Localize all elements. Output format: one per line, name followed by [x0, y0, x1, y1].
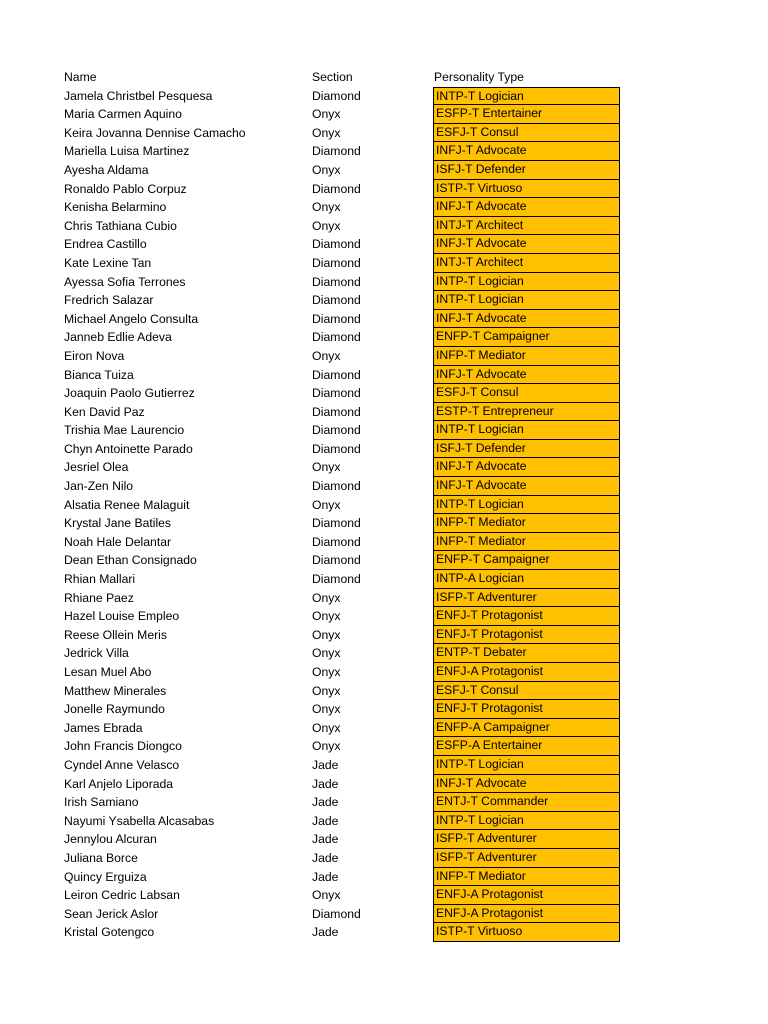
name-cell: Jonelle Raymundo [64, 702, 165, 717]
spreadsheet-table [0, 68, 768, 942]
table-row [0, 663, 768, 682]
table-row [0, 551, 768, 570]
section-cell: Onyx [312, 609, 341, 624]
section-cell: Jade [312, 850, 339, 865]
personality-type-cell: ENTP-T Debater [433, 644, 620, 663]
table-row [0, 458, 768, 477]
table-row [0, 477, 768, 496]
section-cell: Diamond [312, 144, 361, 159]
name-cell: James Ebrada [64, 720, 143, 735]
name-cell: Cyndel Anne Velasco [64, 757, 180, 772]
table-row [0, 626, 768, 645]
personality-type-cell: INTJ-T Architect [433, 254, 620, 273]
section-cell: Diamond [312, 274, 361, 289]
name-cell: Jennylou Alcuran [64, 832, 157, 847]
section-cell: Onyx [312, 590, 341, 605]
personality-type-cell: ISFP-T Adventurer [433, 589, 620, 608]
name-cell: Kate Lexine Tan [64, 255, 152, 270]
personality-type-cell: ISFP-T Adventurer [433, 830, 620, 849]
section-cell: Onyx [312, 348, 341, 363]
name-cell: Matthew Minerales [64, 683, 167, 698]
table-row [0, 310, 768, 329]
name-cell: Joaquin Paolo Gutierrez [64, 386, 195, 401]
personality-type-cell: ENFJ-T Protagonist [433, 700, 620, 719]
personality-type-cell: INFP-T Mediator [433, 347, 620, 366]
section-cell: Diamond [312, 181, 361, 196]
name-cell: Leiron Cedric Labsan [64, 888, 180, 903]
personality-type-cell: ENFJ-A Protagonist [433, 886, 620, 905]
name-cell: Ayesha Aldama [64, 162, 149, 177]
table-row [0, 830, 768, 849]
header-name: Name [64, 70, 97, 84]
personality-type-cell: INTP-A Logician [433, 570, 620, 589]
table-row [0, 849, 768, 868]
section-cell: Diamond [312, 367, 361, 382]
section-cell: Onyx [312, 218, 341, 233]
personality-type-cell: INFP-T Mediator [433, 868, 620, 887]
section-cell: Diamond [312, 906, 361, 921]
table-row [0, 254, 768, 273]
section-cell: Diamond [312, 441, 361, 456]
name-cell: Mariella Luisa Martinez [64, 144, 190, 159]
name-cell: Irish Samiano [64, 795, 139, 810]
name-cell: Bianca Tuiza [64, 367, 134, 382]
name-cell: Lesan Muel Abo [64, 665, 152, 679]
table-row [0, 700, 768, 719]
personality-type-cell: ENFP-T Campaigner [433, 551, 620, 570]
personality-type-cell: INFJ-T Advocate [433, 366, 620, 385]
personality-type-cell: ENFJ-T Protagonist [433, 607, 620, 626]
section-cell: Diamond [312, 404, 361, 419]
name-cell: Noah Hale Delantar [64, 534, 172, 549]
name-cell: Chyn Antoinette Parado [64, 441, 193, 456]
personality-type-cell: INFJ-T Advocate [433, 458, 620, 477]
personality-type-cell: ISFP-T Adventurer [433, 849, 620, 868]
table-row [0, 105, 768, 124]
section-cell: Jade [312, 869, 339, 884]
table-row [0, 589, 768, 608]
personality-type-cell: INFP-T Mediator [433, 514, 620, 533]
section-cell: Onyx [312, 200, 341, 215]
name-cell: Jamela Christbel Pesquesa [64, 88, 213, 103]
name-cell: Chris Tathiana Cubio [64, 218, 177, 233]
table-header-row [0, 68, 768, 87]
table-row [0, 775, 768, 794]
personality-type-cell: INFJ-T Advocate [433, 310, 620, 329]
section-cell: Onyx [312, 497, 341, 512]
personality-type-cell: ENFJ-A Protagonist [433, 663, 620, 682]
section-cell: Diamond [312, 255, 361, 270]
table-row [0, 142, 768, 161]
name-cell: Jesriel Olea [64, 460, 129, 475]
name-cell: Hazel Louise Empleo [64, 609, 180, 624]
name-cell: Michael Angelo Consulta [64, 311, 199, 326]
section-cell: Diamond [312, 88, 361, 103]
personality-type-cell: INFJ-T Advocate [433, 235, 620, 254]
personality-type-cell: ENFJ-A Protagonist [433, 905, 620, 924]
name-cell: Sean Jerick Aslor [64, 906, 159, 921]
name-cell: Rhian Mallari [64, 572, 136, 587]
personality-type-cell: INTJ-T Architect [433, 217, 620, 236]
name-cell: Krystal Jane Batiles [64, 516, 172, 531]
name-cell: Quincy Erguiza [64, 869, 147, 884]
name-cell: Jan-Zen Nilo [64, 479, 134, 494]
personality-type-cell: INTP-T Logician [433, 756, 620, 775]
personality-type-cell: ISTP-T Virtuoso [433, 180, 620, 199]
section-cell: Diamond [312, 572, 361, 587]
header-section: Section [312, 70, 353, 84]
table-row [0, 905, 768, 924]
section-cell: Diamond [312, 237, 361, 252]
personality-type-cell: INFJ-T Advocate [433, 142, 620, 161]
personality-type-cell: ENFJ-T Protagonist [433, 626, 620, 645]
name-cell: Dean Ethan Consignado [64, 553, 197, 568]
section-cell: Diamond [312, 553, 361, 568]
table-row [0, 403, 768, 422]
table-row [0, 812, 768, 831]
name-cell: Janneb Edlie Adeva [64, 330, 172, 345]
name-cell: Kenisha Belarmino [64, 200, 167, 215]
personality-type-cell: ISFJ-T Defender [433, 440, 620, 459]
section-cell: Jade [312, 776, 339, 791]
personality-type-cell: INTP-T Logician [433, 496, 620, 515]
personality-type-cell: INTP-T Logician [433, 273, 620, 292]
section-cell: Onyx [312, 646, 341, 661]
personality-type-cell: ISTP-T Virtuoso [433, 923, 620, 942]
personality-type-cell: ISFJ-T Defender [433, 161, 620, 180]
name-cell: Endrea Castillo [64, 237, 147, 252]
name-cell: Keira Jovanna Dennise Camacho [64, 125, 246, 140]
table-row [0, 384, 768, 403]
section-cell: Diamond [312, 423, 361, 438]
table-row [0, 235, 768, 254]
table-row [0, 923, 768, 942]
table-row [0, 273, 768, 292]
name-cell: Ken David Paz [64, 404, 145, 419]
personality-type-cell: INFJ-T Advocate [433, 775, 620, 794]
section-cell: Diamond [312, 534, 361, 549]
personality-type-cell: ENFP-T Campaigner [433, 328, 620, 347]
personality-type-cell: INFP-T Mediator [433, 533, 620, 552]
personality-type-cell: ESFJ-T Consul [433, 682, 620, 701]
section-cell: Jade [312, 813, 339, 828]
name-cell: John Francis Diongco [64, 739, 182, 754]
personality-type-cell: ESFP-T Entertainer [433, 105, 620, 124]
section-cell: Onyx [312, 125, 341, 140]
name-cell: Fredrich Salazar [64, 293, 154, 308]
table-row [0, 644, 768, 663]
table-row [0, 682, 768, 701]
section-cell: Onyx [312, 162, 341, 177]
section-cell: Onyx [312, 665, 341, 679]
table-row [0, 161, 768, 180]
section-cell: Onyx [312, 720, 341, 735]
section-cell: Onyx [312, 107, 341, 122]
section-cell: Onyx [312, 627, 341, 642]
section-cell: Jade [312, 757, 339, 772]
section-cell: Jade [312, 925, 339, 940]
table-row [0, 87, 768, 106]
personality-type-cell: INTP-T Logician [433, 812, 620, 831]
personality-type-cell: ESFJ-T Consul [433, 124, 620, 143]
name-cell: Eiron Nova [64, 348, 125, 363]
personality-type-cell: ESFP-A Entertainer [433, 737, 620, 756]
name-cell: Rhiane Paez [64, 590, 134, 605]
personality-type-cell: INTP-T Logician [433, 421, 620, 440]
personality-type-cell: ESTP-T Entrepreneur [433, 403, 620, 422]
personality-type-cell: ENTJ-T Commander [433, 793, 620, 812]
table-row [0, 793, 768, 812]
table-row [0, 886, 768, 905]
name-cell: Karl Anjelo Liporada [64, 776, 174, 791]
table-row [0, 719, 768, 738]
personality-type-cell: INFJ-T Advocate [433, 477, 620, 496]
section-cell: Onyx [312, 683, 341, 698]
personality-type-cell: ESFJ-T Consul [433, 384, 620, 403]
table-row [0, 756, 768, 775]
section-cell: Diamond [312, 479, 361, 494]
table-row [0, 868, 768, 887]
table-row [0, 124, 768, 143]
name-cell: Ronaldo Pablo Corpuz [64, 181, 187, 196]
section-cell: Diamond [312, 311, 361, 326]
personality-type-cell: ENFP-A Campaigner [433, 719, 620, 738]
personality-type-cell: INFJ-T Advocate [433, 198, 620, 217]
name-cell: Jedrick Villa [64, 646, 129, 661]
section-cell: Onyx [312, 702, 341, 717]
table-row [0, 607, 768, 626]
name-cell: Ayessa Sofia Terrones [64, 274, 186, 289]
name-cell: Nayumi Ysabella Alcasabas [64, 813, 215, 828]
table-row [0, 217, 768, 236]
name-cell: Maria Carmen Aquino [64, 107, 182, 122]
table-row [0, 440, 768, 459]
section-cell: Onyx [312, 888, 341, 903]
table-row [0, 198, 768, 217]
section-cell: Diamond [312, 386, 361, 401]
header-personality-type: Personality Type [434, 70, 524, 84]
section-cell: Jade [312, 832, 339, 847]
name-cell: Kristal Gotengco [64, 925, 155, 940]
name-cell: Reese Ollein Meris [64, 627, 167, 642]
table-row [0, 514, 768, 533]
table-row [0, 328, 768, 347]
table-body [0, 87, 768, 942]
section-cell: Onyx [312, 460, 341, 475]
table-row [0, 291, 768, 310]
table-row [0, 180, 768, 199]
section-cell: Onyx [312, 739, 341, 754]
table-row [0, 737, 768, 756]
table-row [0, 366, 768, 385]
name-cell: Juliana Borce [64, 850, 138, 865]
section-cell: Diamond [312, 516, 361, 531]
table-row [0, 347, 768, 366]
section-cell: Jade [312, 795, 339, 810]
name-cell: Alsatia Renee Malaguit [64, 497, 190, 512]
section-cell: Diamond [312, 293, 361, 308]
name-cell: Trishia Mae Laurencio [64, 423, 185, 438]
table-row [0, 570, 768, 589]
table-row [0, 421, 768, 440]
table-row [0, 496, 768, 515]
personality-type-cell: INTP-T Logician [433, 87, 620, 106]
personality-type-cell: INTP-T Logician [433, 291, 620, 310]
table-row [0, 533, 768, 552]
section-cell: Diamond [312, 330, 361, 345]
